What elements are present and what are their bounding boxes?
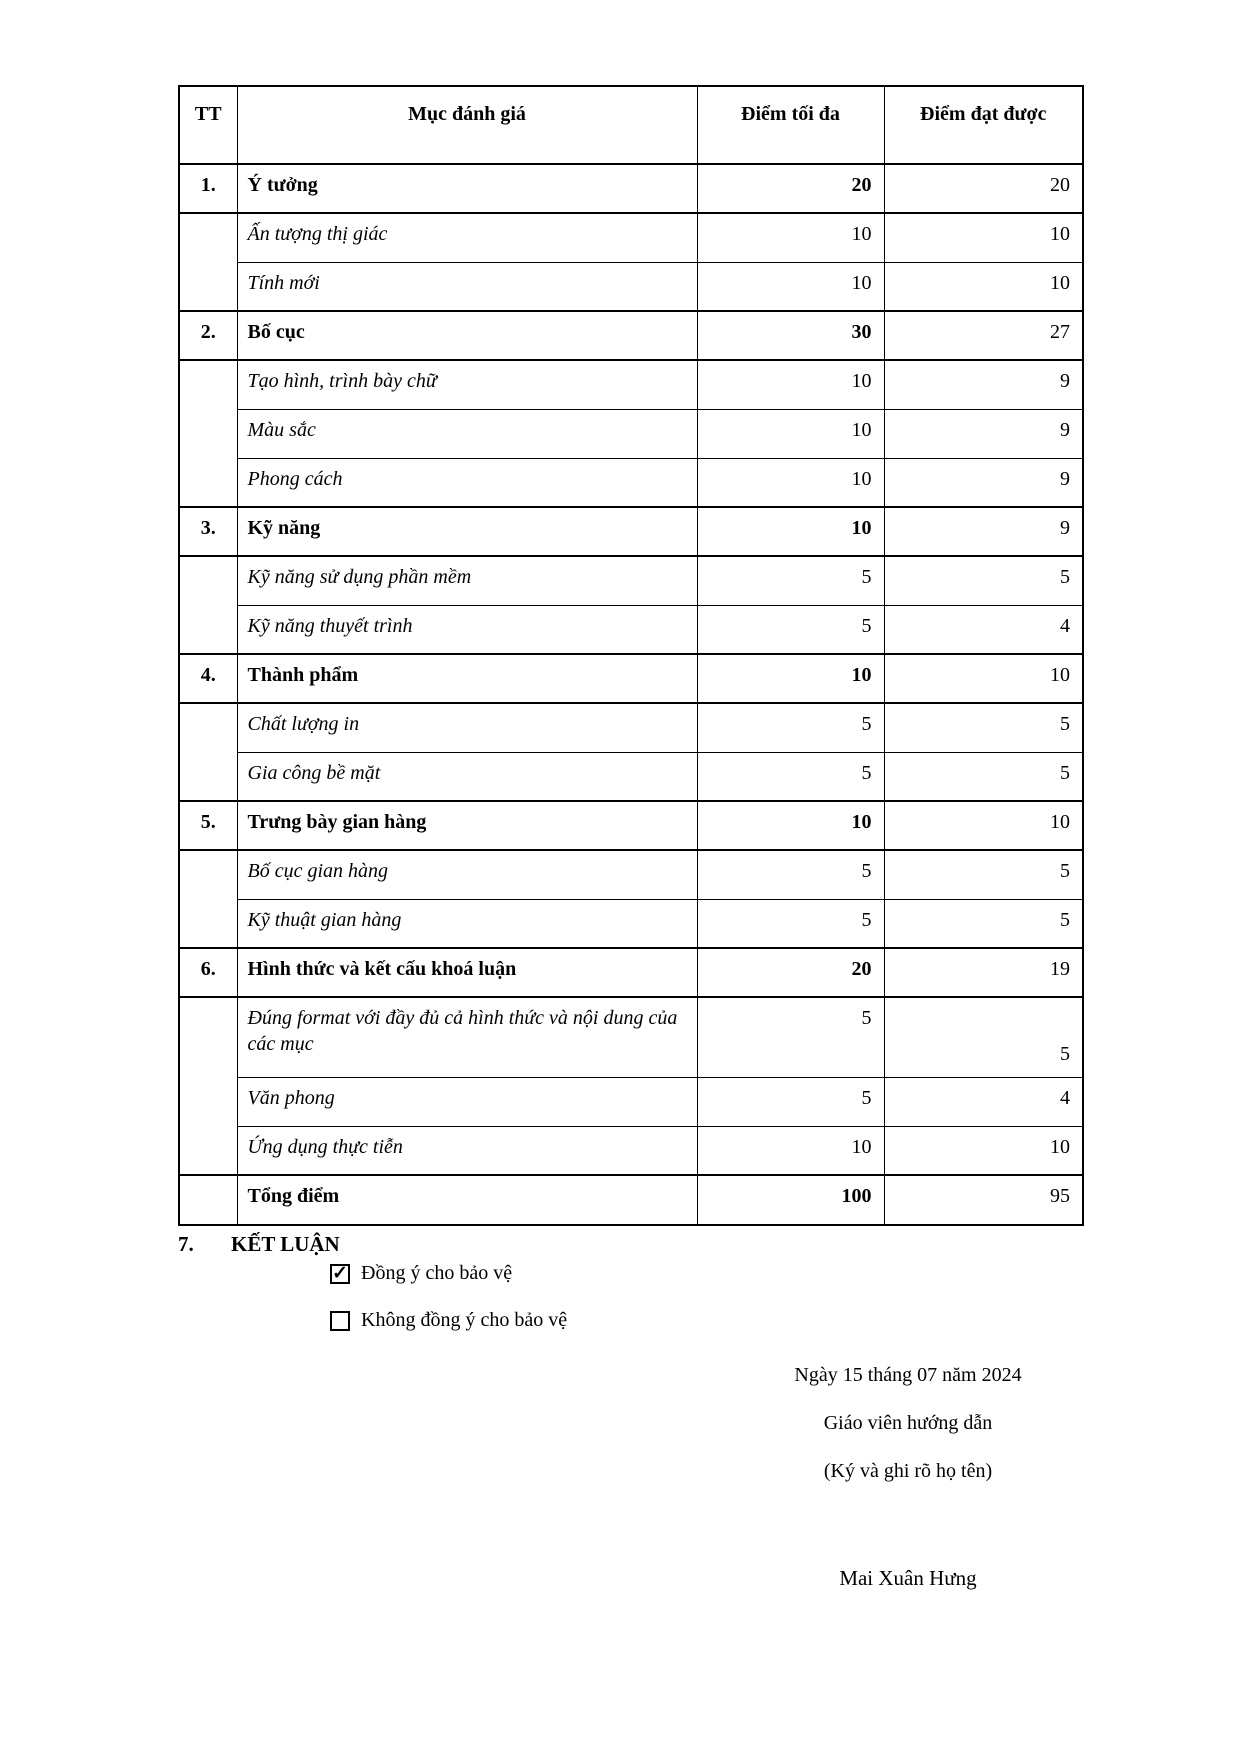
tt-cell: 1. [179, 164, 237, 213]
achieved-cell: 20 [884, 164, 1083, 213]
item-cell: Màu sắc [237, 409, 697, 458]
section-row-5. [179, 801, 1083, 850]
tt-cell: 3. [179, 507, 237, 556]
max-cell: 5 [697, 556, 884, 605]
option-disagree-defense[interactable] [330, 1309, 567, 1332]
max-cell: 10 [697, 360, 884, 409]
option-agree-defense[interactable] [330, 1262, 512, 1285]
score-table-body [179, 164, 1083, 1225]
sub-row [179, 360, 1083, 409]
signature-block [708, 1360, 1108, 1504]
max-cell: 30 [697, 311, 884, 360]
achieved-cell: 9 [884, 458, 1083, 507]
tt-merged-cell [179, 703, 237, 801]
option-agree-label: Đồng ý cho bảo vệ [361, 1262, 513, 1284]
item-cell: Bố cục [237, 311, 697, 360]
conclusion-heading [178, 1232, 340, 1257]
section-row-3. [179, 507, 1083, 556]
item-cell: Bố cục gian hàng [237, 850, 697, 899]
max-cell: 10 [697, 409, 884, 458]
section-row-6. [179, 948, 1083, 997]
tt-cell: 4. [179, 654, 237, 703]
item-cell: Gia công bề mặt [237, 752, 697, 801]
signature-note: (Ký và ghi rõ họ tên) [823, 1460, 993, 1482]
tt-merged-cell [179, 556, 237, 654]
max-cell: 10 [697, 458, 884, 507]
tt-cell: 6. [179, 948, 237, 997]
item-cell: Kỹ năng sử dụng phần mềm [237, 556, 697, 605]
sub-row [179, 213, 1083, 262]
item-cell: Tổng điểm [237, 1175, 697, 1225]
achieved-cell: 5 [884, 850, 1083, 899]
achieved-cell: 5 [884, 997, 1083, 1077]
achieved-cell: 5 [884, 899, 1083, 948]
sub-row [179, 605, 1083, 654]
section-row-1. [179, 164, 1083, 213]
max-cell: 5 [697, 703, 884, 752]
item-cell: Đúng format với đầy đủ cả hình thức và nội dung của các mục [237, 997, 697, 1077]
max-cell: 10 [697, 801, 884, 850]
checkbox-unchecked-icon[interactable] [330, 1311, 350, 1331]
max-cell: 10 [697, 507, 884, 556]
sub-row [179, 850, 1083, 899]
achieved-cell: 9 [884, 507, 1083, 556]
achieved-cell: 19 [884, 948, 1083, 997]
tt-cell: 5. [179, 801, 237, 850]
sub-row [179, 556, 1083, 605]
achieved-cell: 95 [884, 1175, 1083, 1225]
sub-row [179, 458, 1083, 507]
achieved-cell: 10 [884, 654, 1083, 703]
max-cell: 20 [697, 164, 884, 213]
item-cell: Ý tưởng [237, 164, 697, 213]
achieved-cell: 10 [884, 262, 1083, 311]
header-tt: TT [179, 86, 237, 164]
item-cell: Kỹ năng thuyết trình [237, 605, 697, 654]
max-cell: 5 [697, 605, 884, 654]
achieved-cell: 9 [884, 409, 1083, 458]
item-cell: Kỹ năng [237, 507, 697, 556]
sub-row [179, 752, 1083, 801]
achieved-cell: 10 [884, 801, 1083, 850]
sub-row [179, 1077, 1083, 1126]
item-cell: Chất lượng in [237, 703, 697, 752]
header-achieved-score: Điểm đạt được [884, 86, 1083, 164]
item-cell: Tạo hình, trình bày chữ [237, 360, 697, 409]
sub-row [179, 262, 1083, 311]
item-cell: Ứng dụng thực tiễn [237, 1126, 697, 1175]
item-cell: Kỹ thuật gian hàng [237, 899, 697, 948]
achieved-cell: 5 [884, 752, 1083, 801]
section-row-2. [179, 311, 1083, 360]
signature-date: Ngày 15 tháng 07 năm 2024 [794, 1364, 1022, 1386]
header-max-score: Điểm tối đa [697, 86, 884, 164]
signature-role: Giáo viên hướng dẫn [823, 1412, 993, 1434]
checkbox-checked-icon[interactable]: ✓ [330, 1264, 350, 1284]
achieved-cell: 27 [884, 311, 1083, 360]
achieved-cell: 4 [884, 1077, 1083, 1126]
item-cell: Ấn tượng thị giác [237, 213, 697, 262]
achieved-cell: 10 [884, 1126, 1083, 1175]
max-cell: 5 [697, 1077, 884, 1126]
max-cell: 10 [697, 262, 884, 311]
tt-merged-cell [179, 360, 237, 507]
section-row-4. [179, 654, 1083, 703]
tt-merged-cell [179, 997, 237, 1175]
option-disagree-label: Không đồng ý cho bảo vệ [361, 1309, 568, 1331]
tt-merged-cell [179, 213, 237, 311]
item-cell: Tính mới [237, 262, 697, 311]
achieved-cell: 9 [884, 360, 1083, 409]
tt-cell: 2. [179, 311, 237, 360]
signature-name: Mai Xuân Hưng [839, 1566, 977, 1590]
total-row [179, 1175, 1083, 1225]
max-cell: 20 [697, 948, 884, 997]
item-cell: Thành phẩm [237, 654, 697, 703]
item-cell: Phong cách [237, 458, 697, 507]
max-cell: 10 [697, 213, 884, 262]
tt-merged-cell [179, 850, 237, 948]
sub-row [179, 997, 1083, 1077]
table-header-row [179, 86, 1083, 164]
item-cell: Văn phong [237, 1077, 697, 1126]
max-cell: 100 [697, 1175, 884, 1225]
max-cell: 5 [697, 850, 884, 899]
conclusion-number: 7. [178, 1232, 194, 1256]
item-cell: Trưng bày gian hàng [237, 801, 697, 850]
max-cell: 5 [697, 752, 884, 801]
achieved-cell: 10 [884, 213, 1083, 262]
conclusion-title: KẾT LUẬN [231, 1232, 340, 1256]
achieved-cell: 5 [884, 703, 1083, 752]
sub-row [179, 899, 1083, 948]
sub-row [179, 409, 1083, 458]
header-item: Mục đánh giá [237, 86, 697, 164]
achieved-cell: 4 [884, 605, 1083, 654]
evaluation-score-table [178, 85, 1084, 1226]
sub-row [179, 703, 1083, 752]
sub-row [179, 1126, 1083, 1175]
item-cell: Hình thức và kết cấu khoá luận [237, 948, 697, 997]
achieved-cell: 5 [884, 556, 1083, 605]
max-cell: 10 [697, 654, 884, 703]
tt-cell [179, 1175, 237, 1225]
max-cell: 10 [697, 1126, 884, 1175]
max-cell: 5 [697, 997, 884, 1077]
max-cell: 5 [697, 899, 884, 948]
